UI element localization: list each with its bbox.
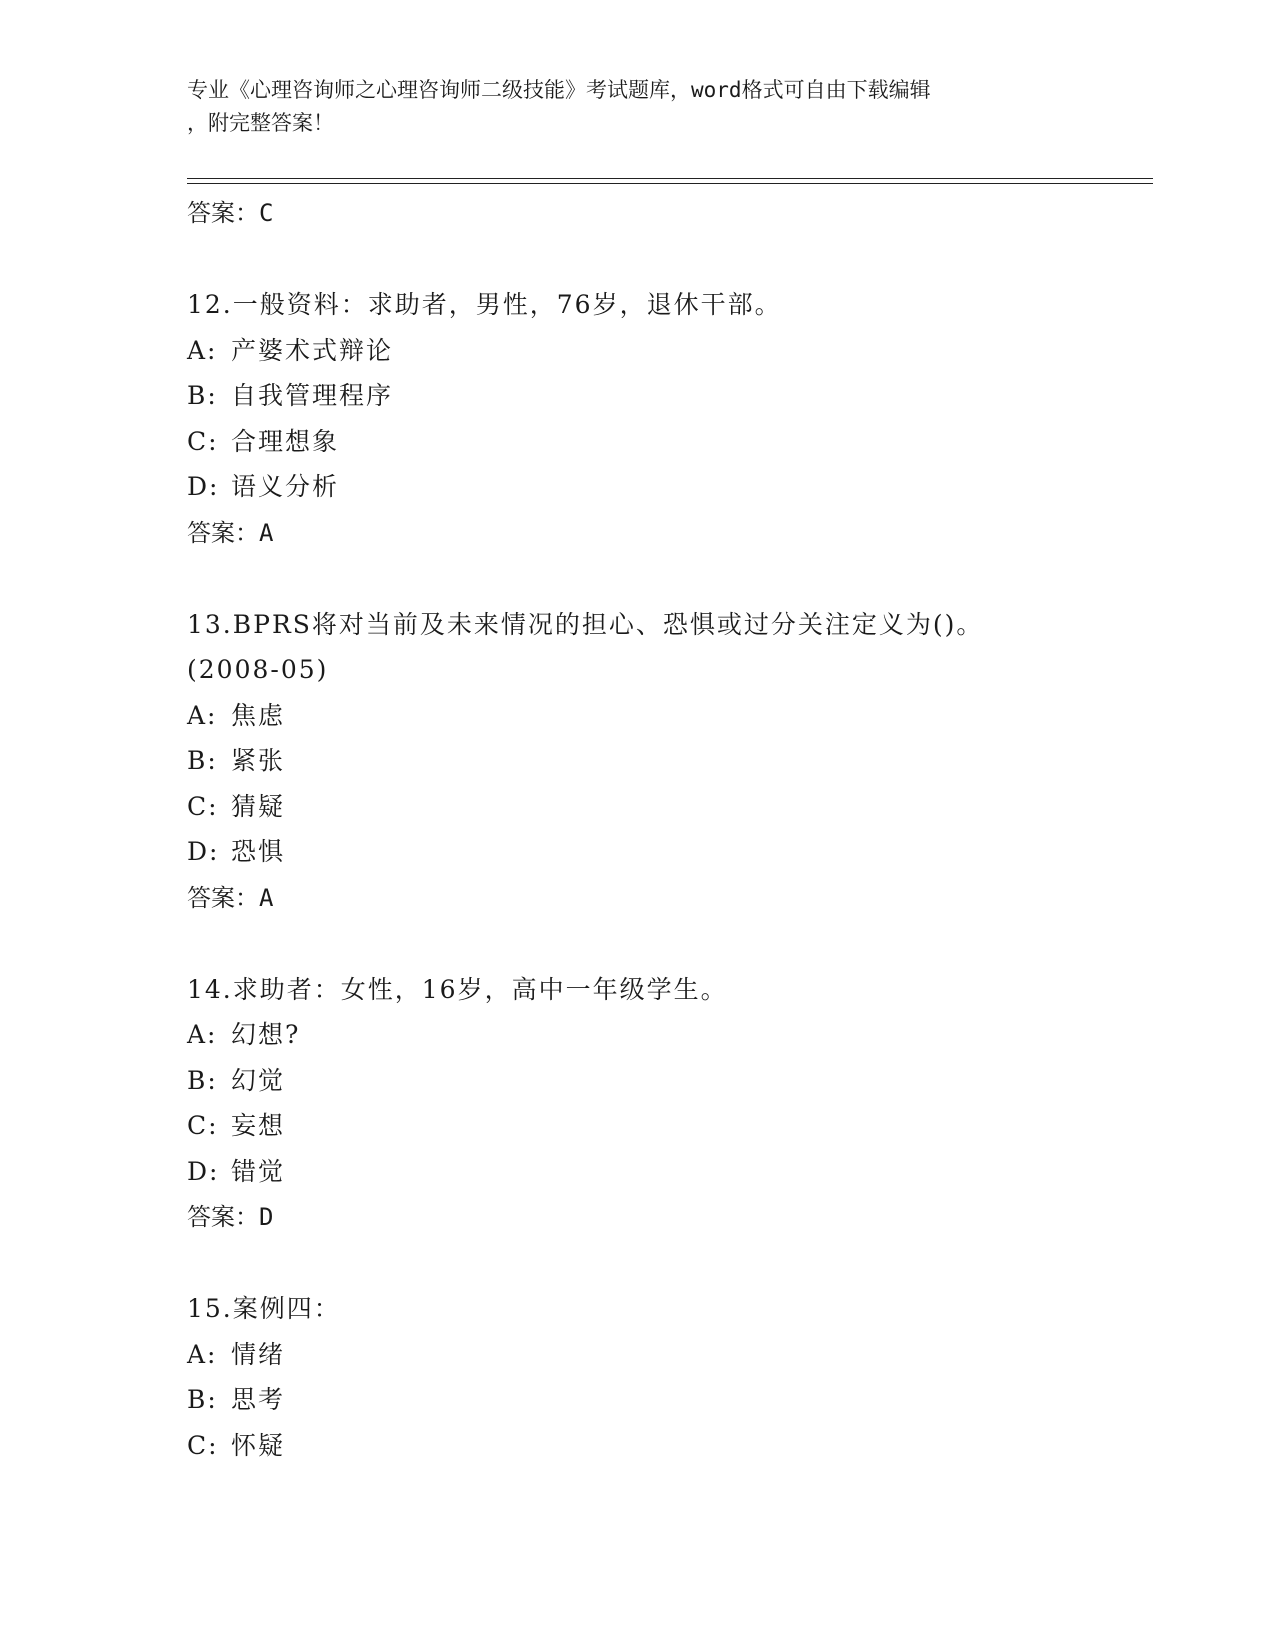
option-letter: B: bbox=[187, 1065, 218, 1095]
option-text: 错觉 bbox=[231, 1156, 286, 1186]
option-item bbox=[187, 1103, 1153, 1149]
question-block bbox=[187, 1286, 1153, 1468]
option-item bbox=[187, 693, 1153, 739]
header-rule-top bbox=[187, 178, 1153, 179]
option-letter: C: bbox=[187, 426, 219, 456]
answer-line: 答案：A bbox=[187, 518, 274, 547]
option-letter: D: bbox=[187, 837, 220, 866]
option-item bbox=[187, 464, 1153, 510]
option-text: 语义分析 bbox=[231, 472, 340, 501]
option-item bbox=[187, 1058, 1153, 1104]
option-text: 思考 bbox=[231, 1385, 286, 1414]
header-rule-bottom bbox=[187, 183, 1153, 184]
option-letter: D: bbox=[187, 1156, 220, 1186]
question-block bbox=[187, 282, 1153, 556]
option-item bbox=[187, 1423, 1153, 1469]
option-text: 产婆术式辩论 bbox=[231, 335, 394, 365]
option-item bbox=[187, 829, 1153, 875]
option-text: 猜疑 bbox=[231, 791, 286, 821]
option-letter: A: bbox=[187, 1339, 218, 1369]
question-stem: 14.求助者：女性，16岁，高中一年级学生。 bbox=[187, 974, 728, 1004]
header-line-1: 专业《心理咨询师之心理咨询师二级技能》考试题库，word格式可自由下载编辑 bbox=[187, 78, 931, 102]
option-text: 合理想象 bbox=[231, 426, 340, 456]
question-block bbox=[187, 602, 1153, 921]
option-item bbox=[187, 738, 1153, 784]
question-block bbox=[187, 967, 1153, 1241]
option-item bbox=[187, 1332, 1153, 1378]
option-item bbox=[187, 373, 1153, 419]
question-stem-continued: (2008-05) bbox=[187, 655, 329, 684]
answer-line: 答案：A bbox=[187, 883, 274, 912]
previous-answer: 答案：C bbox=[187, 199, 274, 227]
questions-container bbox=[187, 282, 1153, 1468]
option-text: 怀疑 bbox=[231, 1430, 286, 1460]
question-list bbox=[187, 190, 1153, 1468]
option-letter: B: bbox=[187, 1385, 218, 1414]
option-item bbox=[187, 419, 1153, 465]
option-text: 幻想? bbox=[231, 1020, 301, 1049]
option-text: 恐惧 bbox=[231, 837, 286, 866]
option-text: 情绪 bbox=[231, 1339, 286, 1369]
option-text: 自我管理程序 bbox=[231, 381, 394, 410]
option-letter: C: bbox=[187, 1111, 219, 1140]
option-text: 紧张 bbox=[231, 746, 286, 775]
option-letter: A: bbox=[187, 1020, 218, 1049]
option-letter: A: bbox=[187, 700, 218, 730]
option-letter: C: bbox=[187, 791, 219, 821]
document-header bbox=[187, 74, 1087, 140]
option-letter: B: bbox=[187, 381, 218, 410]
question-stem: 15.案例四： bbox=[187, 1294, 341, 1323]
option-letter: D: bbox=[187, 472, 220, 501]
option-letter: C: bbox=[187, 1430, 219, 1460]
option-item bbox=[187, 1012, 1153, 1058]
option-item bbox=[187, 1377, 1153, 1423]
option-text: 幻觉 bbox=[231, 1065, 286, 1095]
option-item bbox=[187, 328, 1153, 374]
answer-line: 答案：D bbox=[187, 1203, 274, 1231]
option-text: 焦虑 bbox=[231, 700, 286, 730]
option-text: 妄想 bbox=[231, 1111, 286, 1140]
option-letter: A: bbox=[187, 335, 218, 365]
question-stem: 13.BPRS将对当前及未来情况的担心、恐惧或过分关注定义为()。 bbox=[187, 609, 984, 639]
option-item bbox=[187, 1149, 1153, 1195]
option-item bbox=[187, 784, 1153, 830]
question-stem: 12.一般资料：求助者，男性，76岁，退休干部。 bbox=[187, 290, 782, 319]
header-line-2: ，附完整答案！ bbox=[187, 111, 334, 135]
option-letter: B: bbox=[187, 746, 218, 775]
